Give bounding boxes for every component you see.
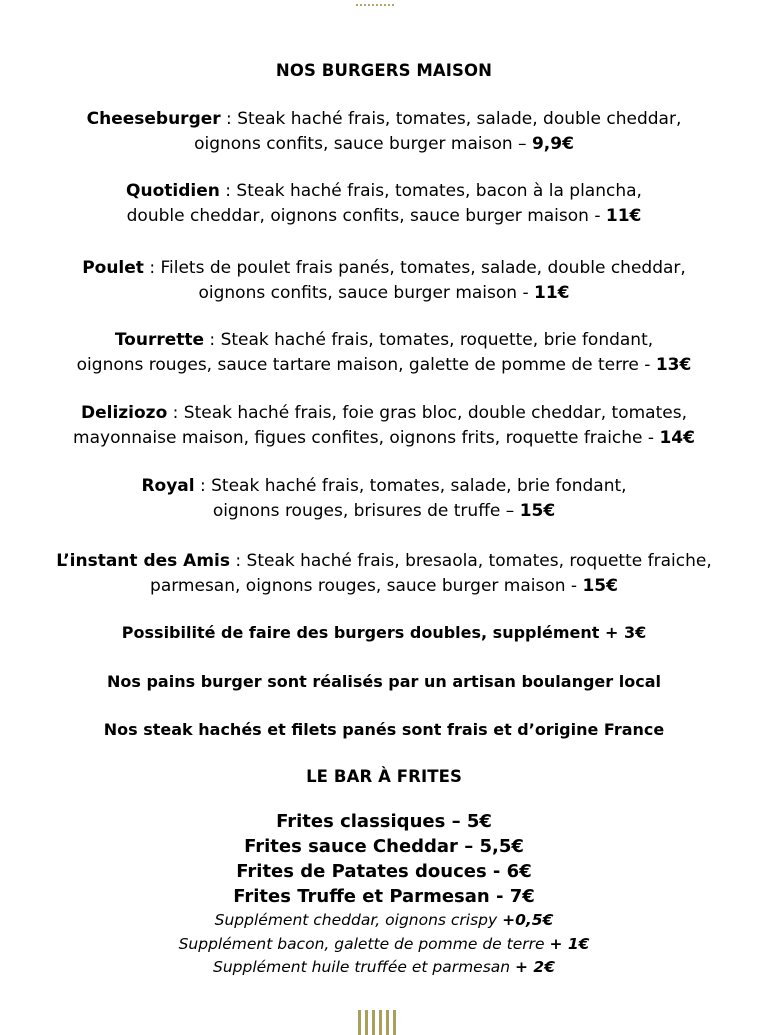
item-price: 11€ bbox=[534, 283, 570, 303]
burgers-section-title: NOS BURGERS MAISON bbox=[275, 61, 493, 80]
item-description: : Steak haché frais, tomates, salade, brie fondant, bbox=[194, 476, 627, 496]
item-price: 15€ bbox=[582, 576, 618, 596]
fries-supplement bbox=[0, 909, 768, 933]
item-price: 11€ bbox=[605, 206, 642, 226]
item-name: Tourrette bbox=[114, 330, 205, 350]
item-name: Quotidien bbox=[126, 181, 220, 201]
fries-item: Frites classiques – 5€ bbox=[276, 811, 492, 832]
menu-item-quotidien bbox=[0, 179, 768, 229]
note-origin: Nos steak hachés et filets panés sont frais et d’origine France bbox=[103, 720, 665, 739]
item-name: Royal bbox=[141, 476, 195, 496]
item-description: : Steak haché frais, tomates, roquette, brie fondant, bbox=[204, 330, 654, 350]
menu-item-poulet bbox=[0, 256, 768, 306]
fries-supplement bbox=[0, 956, 768, 980]
item-name: Poulet bbox=[82, 258, 144, 278]
item-description: : Steak haché frais, tomates, bacon à la plancha, bbox=[219, 181, 642, 201]
supplement-price: +0,5€ bbox=[502, 911, 554, 929]
supplement-price: + 1€ bbox=[549, 934, 590, 953]
item-price: 14€ bbox=[659, 428, 695, 448]
supplement-price: + 2€ bbox=[515, 958, 555, 976]
fries-section-title: LE BAR À FRITES bbox=[306, 767, 462, 786]
menu-item-cheeseburger bbox=[0, 107, 768, 157]
fries-item: Frites sauce Cheddar – 5,5€ bbox=[244, 836, 524, 857]
supplement-text: Supplément bacon, galette de pomme de terre bbox=[178, 934, 550, 953]
menu-item-royal bbox=[0, 474, 768, 524]
item-price: 9,9€ bbox=[531, 134, 574, 154]
note-bread: Nos pains burger sont réalisés par un artisan boulanger local bbox=[107, 672, 661, 691]
fries-item: Frites Truffe et Parmesan - 7€ bbox=[233, 886, 535, 907]
item-description: : Steak haché frais, foie gras bloc, double cheddar, tomates, bbox=[167, 403, 687, 423]
supplement-text: Supplément huile truffée et parmesan bbox=[212, 958, 516, 976]
fries-item: Frites de Patates douces - 6€ bbox=[236, 861, 532, 882]
top-ornament bbox=[356, 0, 394, 6]
fries-list bbox=[0, 809, 768, 980]
item-name: Deliziozo bbox=[80, 403, 168, 423]
item-description: oignons rouges, brisures de truffe – bbox=[212, 501, 520, 521]
item-description: : Steak haché frais, bresaola, tomates, roquette fraiche, bbox=[230, 551, 712, 571]
note-double-burger: Possibilité de faire des burgers doubles, supplément + 3€ bbox=[121, 623, 647, 642]
item-name: Cheeseburger bbox=[86, 109, 221, 129]
fries-supplement bbox=[0, 933, 768, 957]
menu-item-deliziozo bbox=[0, 401, 768, 451]
item-description: : Steak haché frais, tomates, salade, double cheddar, bbox=[220, 109, 682, 129]
item-description: parmesan, oignons rouges, sauce burger maison - bbox=[150, 576, 583, 596]
menu-item-instant-des-amis bbox=[0, 549, 768, 599]
item-description: oignons confits, sauce burger maison - bbox=[198, 283, 535, 303]
menu-item-tourrette bbox=[0, 328, 768, 378]
supplement-text: Supplément cheddar, oignons crispy bbox=[214, 911, 503, 929]
item-name: L’instant des Amis bbox=[56, 551, 230, 571]
item-price: 15€ bbox=[519, 501, 556, 521]
item-description: oignons confits, sauce burger maison – bbox=[194, 134, 532, 154]
item-description: mayonnaise maison, figues confites, oignons frits, roquette fraiche - bbox=[73, 428, 660, 448]
item-price: 13€ bbox=[655, 355, 692, 375]
item-description: double cheddar, oignons confits, sauce burger maison - bbox=[126, 206, 606, 226]
bottom-ornament bbox=[358, 1010, 396, 1035]
item-description: : Filets de poulet frais panés, tomates, salade, double cheddar, bbox=[143, 258, 686, 278]
item-description: oignons rouges, sauce tartare maison, galette de pomme de terre - bbox=[76, 355, 656, 375]
